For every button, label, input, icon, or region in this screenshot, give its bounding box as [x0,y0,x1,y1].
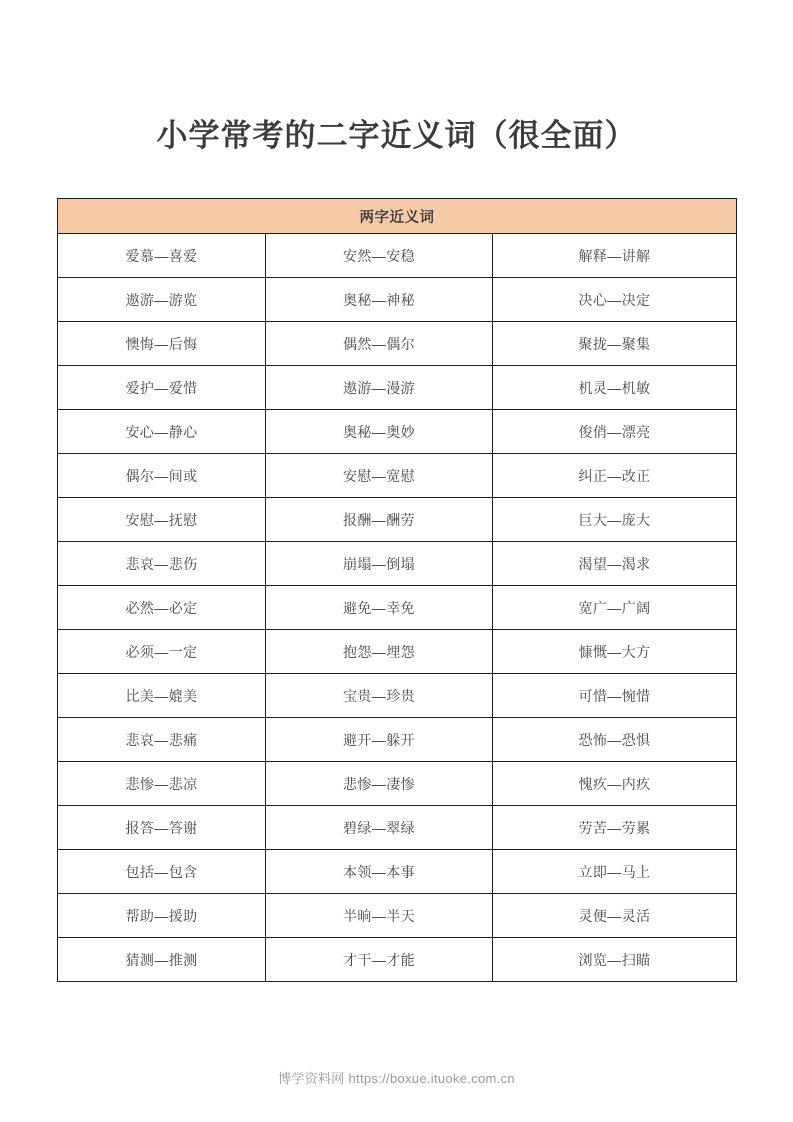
word-pair-cell: 必须—一定 [58,630,266,674]
word-pair-cell: 偶然—偶尔 [266,322,493,366]
word-pair-cell: 安慰—宽慰 [266,454,493,498]
word-pair-cell: 纠正—改正 [493,454,737,498]
word-pair-cell: 比美—媲美 [58,674,266,718]
page-title: 小学常考的二字近义词（很全面） [156,117,637,153]
table-row [58,762,737,806]
word-pair-cell: 巨大—庞大 [493,498,737,542]
word-pair-cell: 偶尔—间或 [58,454,266,498]
table-row [58,410,737,454]
word-pair-cell: 包括—包含 [58,850,266,894]
page-title-container [0,96,793,176]
word-pair-cell: 慷慨—大方 [493,630,737,674]
word-pair-cell: 抱怨—埋怨 [266,630,493,674]
word-pair-cell: 奥秘—神秘 [266,278,493,322]
table-row [58,894,737,938]
table-row [58,674,737,718]
table-row [58,498,737,542]
word-pair-cell: 懊悔—后悔 [58,322,266,366]
word-pair-cell: 聚拢—聚集 [493,322,737,366]
word-pair-cell: 悲哀—悲痛 [58,718,266,762]
word-pair-cell: 帮助—援助 [58,894,266,938]
word-pair-cell: 解释—讲解 [493,234,737,278]
word-pair-cell: 宽广—广阔 [493,586,737,630]
word-pair-cell: 悲哀—悲伤 [58,542,266,586]
word-pair-cell: 劳苦—劳累 [493,806,737,850]
table-row [58,322,737,366]
word-pair-cell: 遨游—游览 [58,278,266,322]
table-row [58,630,737,674]
table-row [58,366,737,410]
vocabulary-table-container [57,198,736,982]
word-pair-cell: 宝贵—珍贵 [266,674,493,718]
table-row [58,542,737,586]
vocabulary-table [57,198,737,982]
word-pair-cell: 悲惨—凄惨 [266,762,493,806]
word-pair-cell: 浏览—扫瞄 [493,938,737,982]
table-row [58,454,737,498]
word-pair-cell: 灵便—灵活 [493,894,737,938]
footer-watermark: 博学资料网 https://boxue.ituoke.com.cn [278,1071,515,1086]
word-pair-cell: 避免—幸免 [266,586,493,630]
table-body [58,234,737,982]
word-pair-cell: 俊俏—漂亮 [493,410,737,454]
word-pair-cell: 报答—答谢 [58,806,266,850]
word-pair-cell: 猜测—推测 [58,938,266,982]
word-pair-cell: 决心—决定 [493,278,737,322]
table-row [58,718,737,762]
word-pair-cell: 立即—马上 [493,850,737,894]
word-pair-cell: 才干—才能 [266,938,493,982]
word-pair-cell: 渴望—渴求 [493,542,737,586]
table-row [58,278,737,322]
word-pair-cell: 安心—静心 [58,410,266,454]
table-header-title: 两字近义词 [58,199,737,234]
table-row [58,938,737,982]
word-pair-cell: 爱慕—喜爱 [58,234,266,278]
word-pair-cell: 报酬—酬劳 [266,498,493,542]
word-pair-cell: 避开—躲开 [266,718,493,762]
word-pair-cell: 恐怖—恐惧 [493,718,737,762]
word-pair-cell: 碧绿—翠绿 [266,806,493,850]
word-pair-cell: 半晌—半天 [266,894,493,938]
word-pair-cell: 崩塌—倒塌 [266,542,493,586]
word-pair-cell: 可惜—惋惜 [493,674,737,718]
word-pair-cell: 本领—本事 [266,850,493,894]
word-pair-cell: 安然—安稳 [266,234,493,278]
word-pair-cell: 必然—必定 [58,586,266,630]
footer-watermark-container [0,1068,793,1088]
word-pair-cell: 遨游—漫游 [266,366,493,410]
table-header-row [58,199,737,234]
word-pair-cell: 机灵—机敏 [493,366,737,410]
table-header [58,199,737,234]
table-row [58,850,737,894]
table-row [58,806,737,850]
word-pair-cell: 安慰—抚慰 [58,498,266,542]
word-pair-cell: 奥秘—奥妙 [266,410,493,454]
table-row [58,586,737,630]
word-pair-cell: 爱护—爱惜 [58,366,266,410]
word-pair-cell: 悲惨—悲凉 [58,762,266,806]
word-pair-cell: 愧疚—内疚 [493,762,737,806]
table-row [58,234,737,278]
